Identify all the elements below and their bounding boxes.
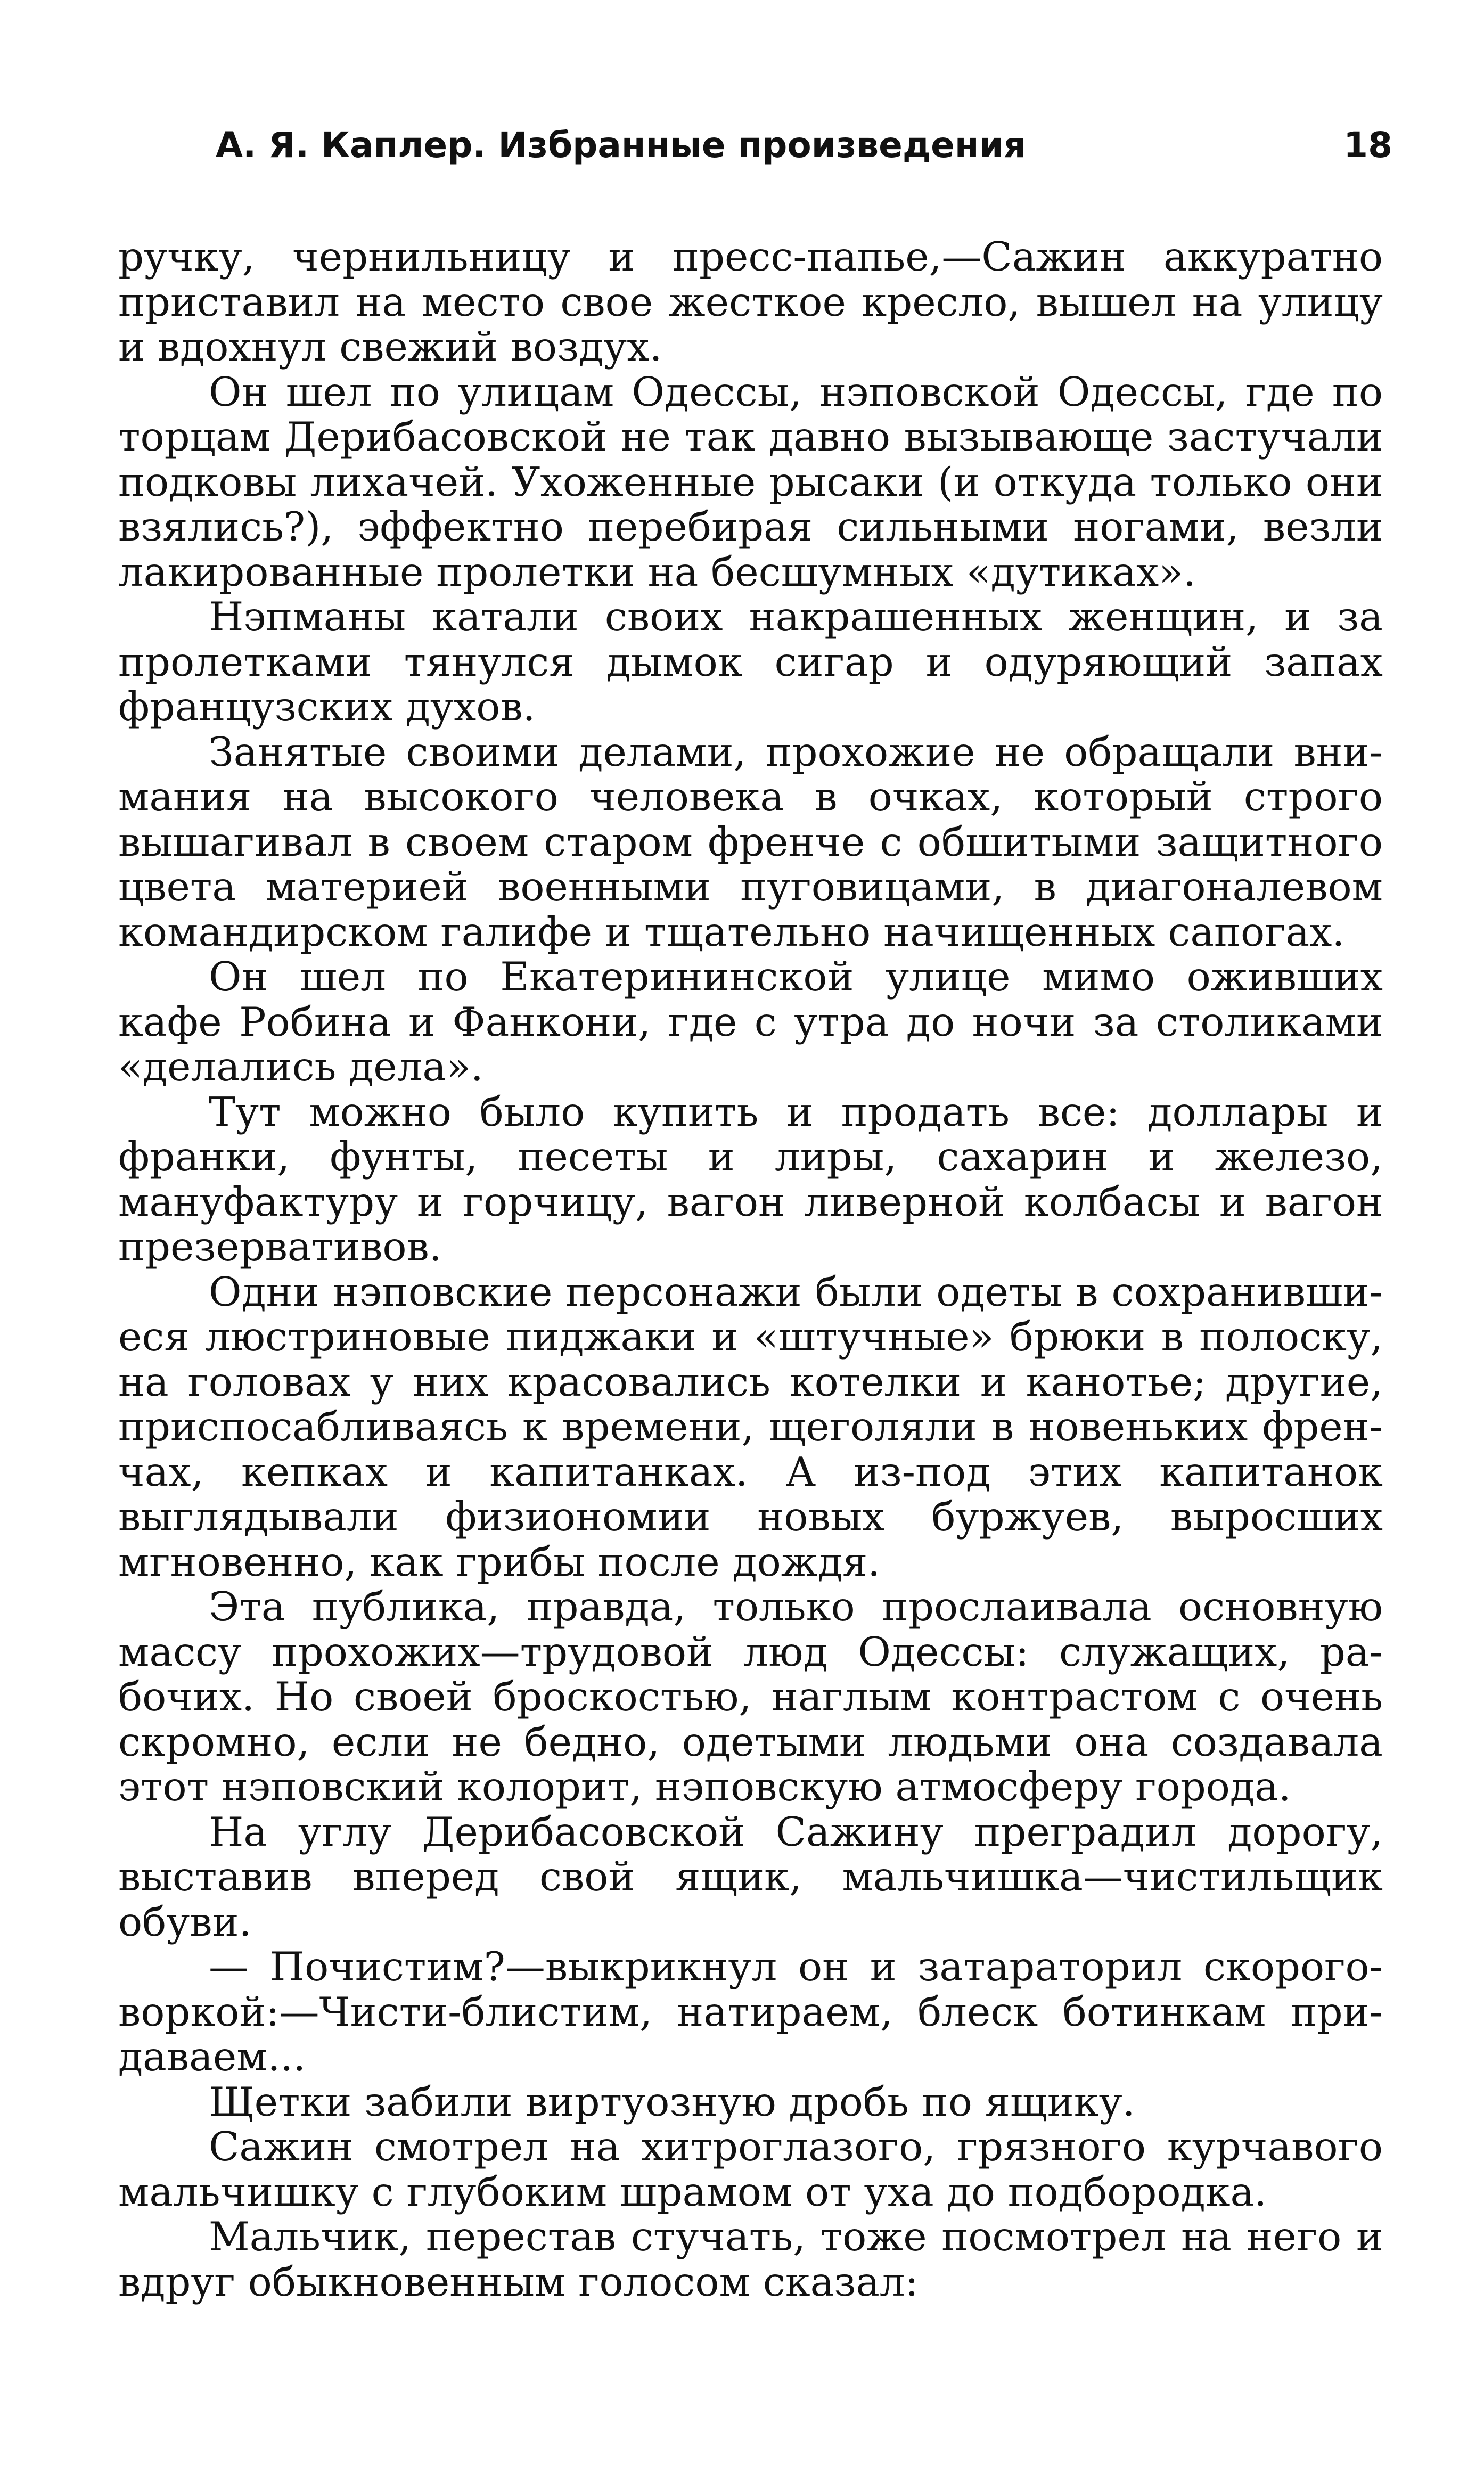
paragraph: Занятые своими делами, прохожие не обращали внимания на высокого человека в очках, который строго вышагивал в своем старом френче с обшитыми защитного цвета материей военными пуговицами, в диагоналевом командирском галифе и тщательно начищенных сапогах. [118, 728, 1383, 955]
paragraph: Эта публика, правда, только прослаивала основную массу прохожих—трудовой люд Одессы: служащих, рабочих. Но своей броскостью, наглым контрастом с очень скромно, если не бедно, одетыми людьми она создавала этот нэповский колорит, нэповскую атмосферу города. [118, 1583, 1383, 1810]
running-header [216, 116, 1392, 175]
running-header-title: А. Я. Каплер. Избранные произведения [216, 125, 1027, 166]
paragraph: Одни нэповские персонажи были одеты в сохранившиеся люстриновые пиджаки и «штучные» брюки в полоску, на головах у них красовались котелки и канотье; другие, приспосабливаясь к времени, щеголяли в новеньких френчах, кепках и капитанках. А из-под этих капитанок выглядывали физиономии новых буржуев, выросших мгновенно, как грибы после дождя. [118, 1268, 1383, 1585]
paragraph: Сажин смотрел на хитроглазого, грязного курчавого мальчишку с глубоким шрамом от уха до подбородка. [118, 2123, 1383, 2215]
paragraph: Мальчик, перестав стучать, тоже посмотрел на него и вдруг обыкновенным голосом сказал: [118, 2213, 1383, 2305]
paragraph: Он шел по Екатерининской улице мимо оживших кафе Робина и Фанкони, где с утра до ночи за столиками «делались дела». [118, 953, 1383, 1090]
page-number: 18 [1343, 125, 1392, 166]
paragraph: На углу Дерибасовской Сажину преградил дорогу, выставив вперед свой ящик, мальчишка—чистильщик обуви. [118, 1808, 1383, 1945]
paragraph: Щетки забили виртуозную дробь по ящику. [209, 2078, 1135, 2125]
paragraph: Он шел по улицам Одессы, нэповской Одессы, где по торцам Дерибасовской не так давно вызывающе застучали подковы лихачей. Ухоженные рысаки (и откуда только они взялись?), эффектно перебирая сильными ногами, везли лакированные пролетки на бесшумных «дутиках». [118, 368, 1383, 595]
body-text [118, 234, 1383, 2304]
paragraph: — Почистим?—выкрикнул он и затараторил скороговоркой:—Чисти-блистим, натираем, блеск ботинкам придаваем... [118, 1943, 1383, 2080]
paragraph: Нэпманы катали своих накрашенных женщин, и за пролетками тянулся дымок сигар и одуряющий запах французских духов. [118, 593, 1383, 730]
paragraph: Тут можно было купить и продать все: доллары и франки, фунты, песеты и лиры, сахарин и железо, мануфактуру и горчицу, вагон ливерной колбасы и вагон презервативов. [118, 1088, 1383, 1270]
paragraph: ручку, чернильницу и пресс-папье,—Сажин аккуратно приставил на место свое жесткое кресло, вышел на улицу и вдохнул свежий воздух. [118, 233, 1383, 370]
